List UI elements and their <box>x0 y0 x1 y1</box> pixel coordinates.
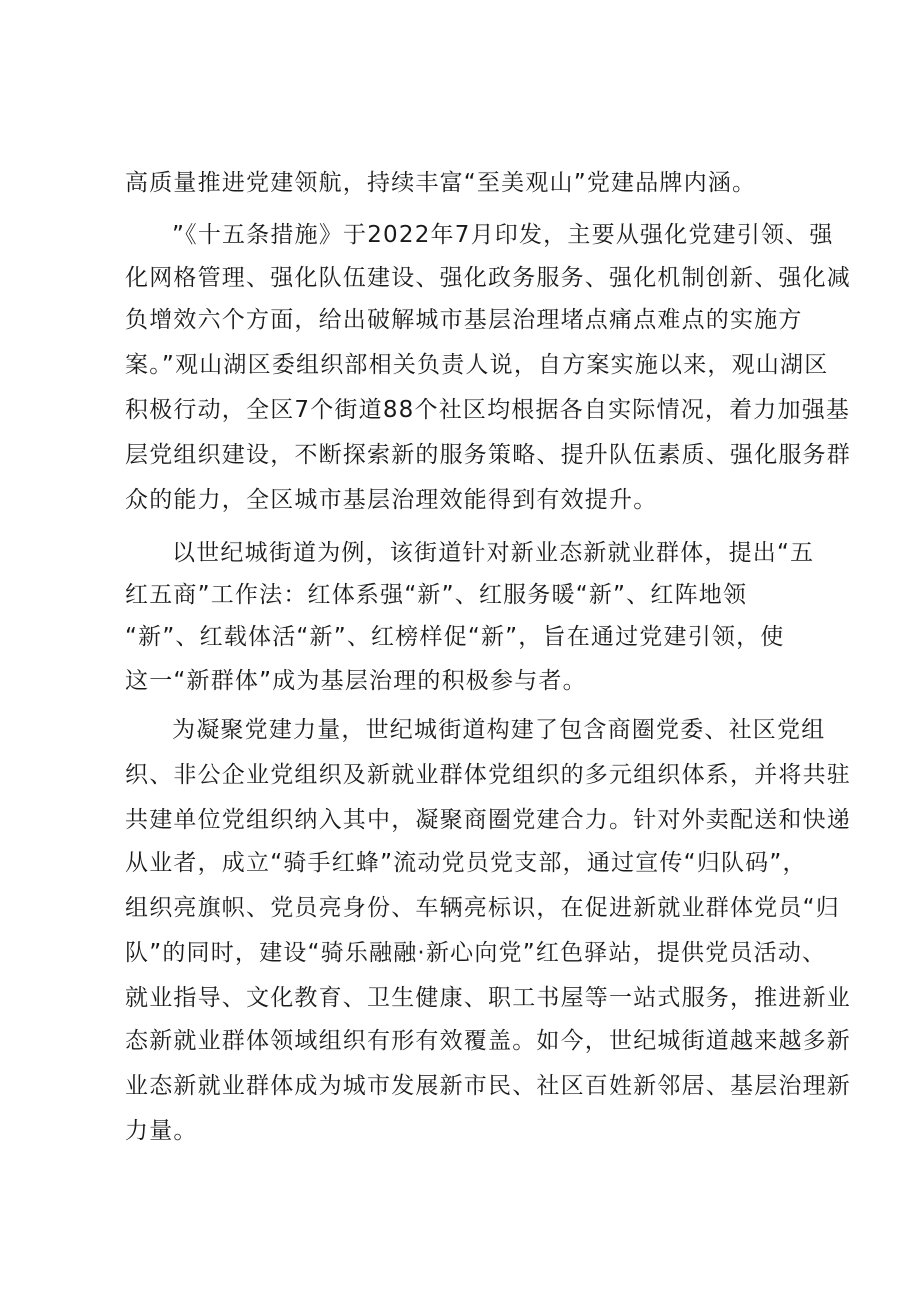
text-line-11: “新”、红载体活“新”、红榜样促“新”，旨在通过党建引领，使 <box>125 624 785 650</box>
text-line-4: 负增效六个方面，给出破解城市基层治理堵点痛点难点的实施方 <box>125 307 803 333</box>
text-line-1: 高质量推进党建领航，持续丰富“至美观山”党建品牌内涵。 <box>125 170 757 196</box>
text-line-7: 层党组织建设，不断探索新的服务策略、提升队伍素质、强化服务群 <box>125 442 851 468</box>
text-line-5: 案。”观山湖区委组织部相关负责人说，自方案实施以来，观山湖区 <box>125 352 829 378</box>
text-line-20: 态新就业群体领域组织有形有效覆盖。如今，世纪城街道越来越多新 <box>125 1028 851 1054</box>
text-line-12: 这一“新群体”成为基层治理的积极参与者。 <box>125 668 587 694</box>
text-line-2: ”《十五条措施》于2022年7月印发，主要从强化党建引领、强 <box>172 222 834 248</box>
text-line-3: 化网格管理、强化队伍建设、强化政务服务、强化机制创新、强化减 <box>125 265 851 291</box>
text-line-13: 为凝聚党建力量，世纪城街道构建了包含商圈党委、社区党组 <box>172 717 826 743</box>
text-line-15: 共建单位党组织纳入其中，凝聚商圈党建合力。针对外卖配送和快递 <box>125 807 851 833</box>
text-line-8: 众的能力，全区城市基层治理效能得到有效提升。 <box>125 487 658 513</box>
text-line-9: 以世纪城街道为例，该街道针对新业态新就业群体，提出“五 <box>172 540 815 566</box>
text-line-6: 积极行动，全区7个街道88个社区均根据各自实际情况，着力加强基 <box>125 397 851 423</box>
text-line-19: 就业指导、文化教育、卫生健康、职工书屋等一站式服务，推进新业 <box>125 985 851 1011</box>
text-line-17: 组织亮旗帜、党员亮身份、车辆亮标识，在促进新就业群体党员“归 <box>125 895 840 921</box>
text-line-14: 织、非公企业党组织及新就业群体党组织的多元组织体系，并将共驻 <box>125 762 851 788</box>
text-line-18: 队”的同时，建设“骑乐融融·新心向党”红色驿站，提供党员活动、 <box>125 940 827 966</box>
text-line-22: 力量。 <box>125 1118 198 1144</box>
text-line-16: 从业者，成立“骑手红蜂”流动党员党支部，通过宣传“归队码”， <box>125 850 807 876</box>
text-line-21: 业态新就业群体成为城市发展新市民、社区百姓新邻居、基层治理新 <box>125 1073 851 1099</box>
text-line-10: 红五商”工作法：红体系强“新”、红服务暖“新”、红阵地领 <box>125 582 748 608</box>
